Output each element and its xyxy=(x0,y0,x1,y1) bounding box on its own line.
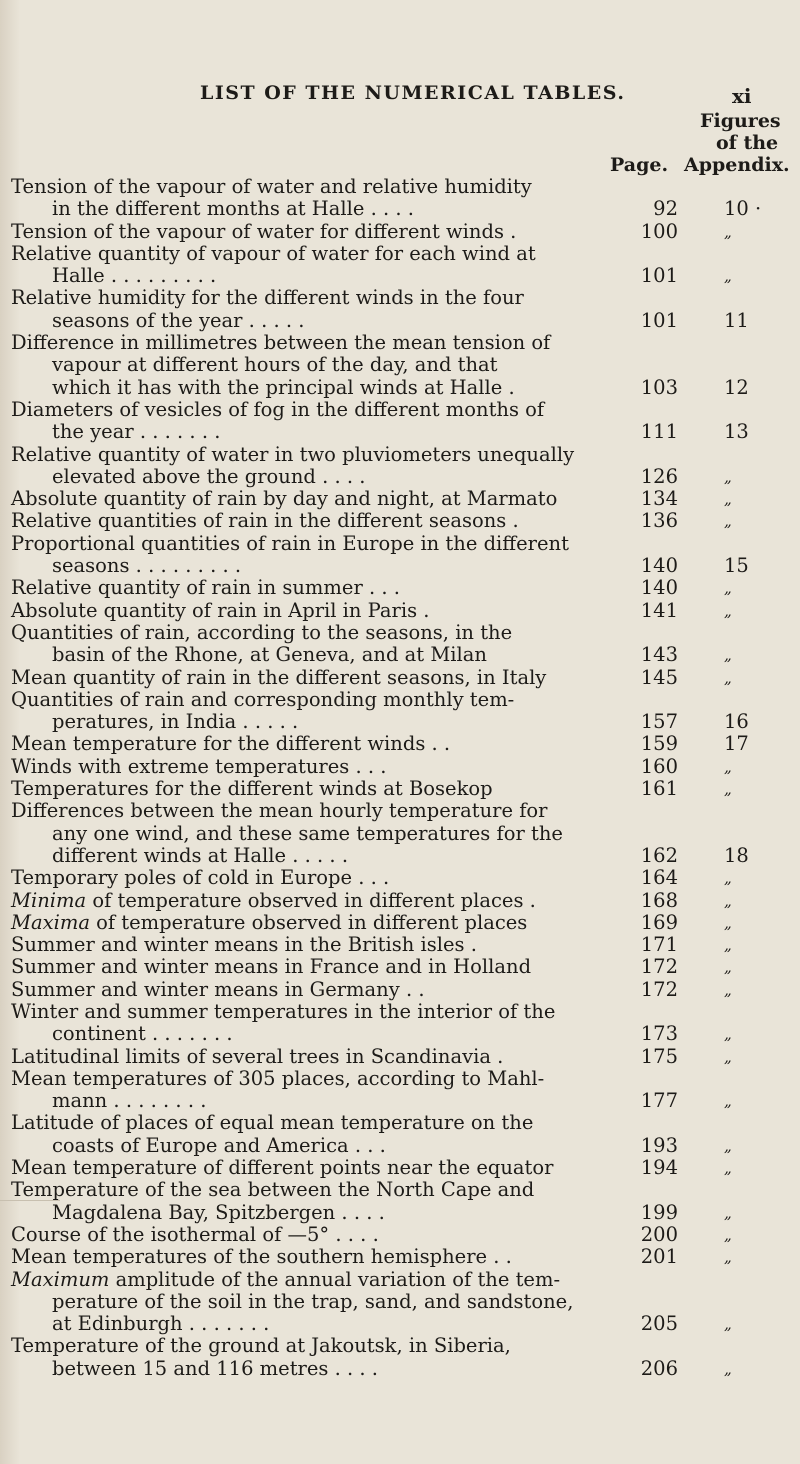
entry-page-number: 201 xyxy=(640,1245,678,1269)
entry-line xyxy=(0,533,800,555)
entry-line xyxy=(0,310,800,332)
entry-page-number: 101 xyxy=(640,264,678,288)
entry-text: Mean temperatures of 305 places, according to Mahl- xyxy=(11,1066,545,1090)
entry-text: Temporary poles of cold in Europe . . . xyxy=(11,866,390,890)
list-item xyxy=(0,867,800,889)
list-item xyxy=(0,1246,800,1268)
list-item xyxy=(0,800,800,867)
entry-line xyxy=(0,466,800,488)
entry-line xyxy=(0,689,800,711)
entry-line xyxy=(0,1202,800,1224)
entry-line xyxy=(0,1001,800,1023)
list-item xyxy=(0,956,800,978)
entry-text: Mean temperature for the different winds . . xyxy=(11,732,451,756)
entry-figure-number: „ xyxy=(724,1315,732,1334)
entry-figure-number: „ xyxy=(724,869,732,888)
entry-figure-number: „ xyxy=(724,891,732,910)
entry-text: Proportional quantities of rain in Europe in the different xyxy=(11,531,569,555)
entry-text: between 15 and 116 metres . . . . xyxy=(52,1356,379,1380)
entry-line xyxy=(0,555,800,577)
list-item xyxy=(0,1179,800,1224)
entry-text: any one wind, and these same temperatures for the xyxy=(52,821,563,845)
entry-text: in the different months at Halle . . . . xyxy=(52,197,414,221)
entry-line xyxy=(0,1046,800,1068)
entry-figure-number: „ xyxy=(724,1159,732,1178)
entry-line xyxy=(0,890,800,912)
entry-figure-number: „ xyxy=(724,579,732,598)
entry-page-number: 159 xyxy=(640,732,678,756)
list-item xyxy=(0,444,800,489)
entry-page-number: 136 xyxy=(640,509,678,533)
entry-text: Mean temperature of different points near the equator xyxy=(11,1156,554,1180)
entry-page-number: 92 xyxy=(653,197,678,221)
page-number: xi xyxy=(732,84,752,108)
list-item xyxy=(0,1335,800,1380)
entry-page-number: 101 xyxy=(640,308,678,332)
entry-text: Latitudinal limits of several trees in Scandinavia . xyxy=(11,1044,504,1068)
entry-text: peratures, in India . . . . . xyxy=(52,710,299,734)
list-item xyxy=(0,221,800,243)
entry-figure-number: „ xyxy=(724,780,732,799)
entry-line xyxy=(0,377,800,399)
entry-line xyxy=(0,399,800,421)
entry-line xyxy=(0,644,800,666)
entry-text: Minima of temperature observed in different places . xyxy=(11,888,536,912)
entry-figure-number: „ xyxy=(724,1025,732,1044)
entry-figure-number: „ xyxy=(724,1092,732,1111)
list-item xyxy=(0,600,800,622)
entry-line xyxy=(0,1313,800,1335)
list-item xyxy=(0,1112,800,1157)
list-item xyxy=(0,287,800,332)
entry-line xyxy=(0,934,800,956)
entry-line xyxy=(0,778,800,800)
entry-page-number: 168 xyxy=(640,888,678,912)
list-item xyxy=(0,1001,800,1046)
entry-text: Difference in millimetres between the mean tension of xyxy=(11,331,551,355)
entry-page-number: 162 xyxy=(640,843,678,867)
entry-line xyxy=(0,979,800,1001)
entry-page-number: 164 xyxy=(640,866,678,890)
list-item xyxy=(0,1157,800,1179)
entry-line xyxy=(0,823,800,845)
entry-text: Quantities of rain, according to the seasons, in the xyxy=(11,620,513,644)
list-item xyxy=(0,1269,800,1336)
entry-page-number: 161 xyxy=(640,777,678,801)
entry-page-number: 145 xyxy=(640,665,678,689)
list-item xyxy=(0,1224,800,1246)
entry-line xyxy=(0,1335,800,1357)
page-column-heading: Page. xyxy=(610,154,669,176)
entry-line xyxy=(0,912,800,934)
list-item xyxy=(0,510,800,532)
entry-figure-number: 11 xyxy=(724,308,749,332)
entry-text: Relative quantity of water in two pluviometers unequally xyxy=(11,442,575,466)
list-item xyxy=(0,912,800,934)
entry-text: perature of the soil in the trap, sand, and sandstone, xyxy=(52,1289,574,1313)
entry-text: Tension of the vapour of water and relative humidity xyxy=(11,175,532,198)
entry-page-number: 160 xyxy=(640,754,678,778)
entry-text: Halle . . . . . . . . . xyxy=(52,264,217,288)
entry-page-number: 157 xyxy=(640,710,678,734)
entry-figure-number: „ xyxy=(724,646,732,665)
entry-figure-number: „ xyxy=(724,1136,732,1155)
entry-figure-number: „ xyxy=(724,467,732,486)
entry-text: which it has with the principal winds at Halle . xyxy=(52,375,515,399)
entry-text: Relative quantity of vapour of water for each wind at xyxy=(11,241,536,265)
entry-text: Maxima of temperature observed in different places xyxy=(11,910,528,934)
entry-page-number: 140 xyxy=(640,576,678,600)
entry-text: Absolute quantity of rain in April in Paris . xyxy=(11,598,430,622)
entry-line xyxy=(0,622,800,644)
list-item xyxy=(0,243,800,288)
list-item xyxy=(0,488,800,510)
entry-text: different winds at Halle . . . . . xyxy=(52,843,349,867)
entry-figure-number: 10 · xyxy=(724,197,762,221)
entry-page-number: 177 xyxy=(640,1089,678,1113)
entry-text: Summer and winter means in Germany . . xyxy=(11,977,425,1001)
entry-line xyxy=(0,1068,800,1090)
entry-figure-number: „ xyxy=(724,1047,732,1066)
entry-line xyxy=(0,1112,800,1134)
figures-column-heading: Figures xyxy=(700,110,781,132)
entry-line xyxy=(0,1358,800,1380)
list-item xyxy=(0,778,800,800)
entry-page-number: 100 xyxy=(640,219,678,243)
entry-text: elevated above the ground . . . . xyxy=(52,464,366,488)
entry-text: Quantities of rain and corresponding monthly tem- xyxy=(11,687,515,711)
entry-page-number: 126 xyxy=(640,464,678,488)
entry-line xyxy=(0,733,800,755)
entry-text: mann . . . . . . . . xyxy=(52,1089,207,1113)
entry-figure-number: „ xyxy=(724,1359,732,1378)
entry-figure-number: „ xyxy=(724,1225,732,1244)
entry-page-number: 140 xyxy=(640,554,678,578)
entry-line xyxy=(0,577,800,599)
entry-line xyxy=(0,354,800,376)
list-item xyxy=(0,1068,800,1113)
entry-text: seasons of the year . . . . . xyxy=(52,308,305,332)
entry-page-number: 143 xyxy=(640,643,678,667)
entry-text: Temperature of the ground at Jakoutsk, in Siberia, xyxy=(11,1334,511,1358)
entry-line xyxy=(0,845,800,867)
entry-line xyxy=(0,756,800,778)
list-item xyxy=(0,399,800,444)
entry-line xyxy=(0,444,800,466)
entry-text: Mean quantity of rain in the different seasons, in Italy xyxy=(11,665,547,689)
entry-text: Diameters of vesicles of fog in the different months of xyxy=(11,397,545,421)
entry-text: Maximum amplitude of the annual variation of the tem- xyxy=(11,1267,561,1291)
entry-figure-number: „ xyxy=(724,601,732,620)
entry-text: Summer and winter means in the British isles . xyxy=(11,933,477,957)
entry-page-number: 172 xyxy=(640,977,678,1001)
entry-text: vapour at different hours of the day, and that xyxy=(52,353,498,377)
list-item xyxy=(0,756,800,778)
entry-text: seasons . . . . . . . . . xyxy=(52,554,242,578)
entry-text: Absolute quantity of rain by day and night, at Marmato xyxy=(11,487,558,511)
entry-line xyxy=(0,956,800,978)
page-header-title: LIST OF THE NUMERICAL TABLES. xyxy=(200,82,626,104)
entry-line xyxy=(0,1269,800,1291)
list-item xyxy=(0,577,800,599)
appendix-column-heading: Appendix. xyxy=(684,154,790,176)
entry-line xyxy=(0,1224,800,1246)
entry-line xyxy=(0,1090,800,1112)
entry-text: Course of the isothermal of —5° . . . . xyxy=(11,1222,379,1246)
entry-figure-number: „ xyxy=(724,913,732,932)
entry-line xyxy=(0,600,800,622)
entry-line xyxy=(0,510,800,532)
entry-line xyxy=(0,265,800,287)
list-item xyxy=(0,979,800,1001)
figures-column-heading-2: of the xyxy=(716,132,779,154)
entry-page-number: 173 xyxy=(640,1022,678,1046)
entry-page-number: 134 xyxy=(640,487,678,511)
list-item xyxy=(0,1046,800,1068)
entry-page-number: 199 xyxy=(640,1200,678,1224)
table-list xyxy=(0,176,800,1380)
entry-line xyxy=(0,711,800,733)
entry-page-number: 206 xyxy=(640,1356,678,1380)
entry-text: continent . . . . . . . xyxy=(52,1022,233,1046)
entry-page-number: 103 xyxy=(640,375,678,399)
entry-figure-number: „ xyxy=(724,1203,732,1222)
entry-text: Temperature of the sea between the North Cape and xyxy=(11,1178,535,1202)
entry-text: Differences between the mean hourly temperature for xyxy=(11,799,548,823)
list-item xyxy=(0,667,800,689)
entry-text: basin of the Rhone, at Geneva, and at Milan xyxy=(52,643,487,667)
entry-figure-number: „ xyxy=(724,757,732,776)
entry-figure-number: „ xyxy=(724,490,732,509)
entry-figure-number: „ xyxy=(724,936,732,955)
entry-line xyxy=(0,1179,800,1201)
entry-line xyxy=(0,1157,800,1179)
entry-line xyxy=(0,488,800,510)
entry-figure-number: „ xyxy=(724,980,732,999)
entry-text: Tension of the vapour of water for different winds . xyxy=(11,219,517,243)
list-item xyxy=(0,332,800,399)
entry-figure-number: „ xyxy=(724,512,732,531)
entry-figure-number: 12 xyxy=(724,375,749,399)
entry-line xyxy=(0,198,800,220)
list-item xyxy=(0,733,800,755)
entry-line xyxy=(0,800,800,822)
entry-line xyxy=(0,421,800,443)
entry-text: Mean temperatures of the southern hemisphere . . xyxy=(11,1245,512,1269)
entry-text: the year . . . . . . . xyxy=(52,420,221,444)
entry-text: Relative quantities of rain in the different seasons . xyxy=(11,509,519,533)
entry-figure-number: 16 xyxy=(724,710,749,734)
entry-figure-number: „ xyxy=(724,267,732,286)
entry-text: Summer and winter means in France and in Holland xyxy=(11,955,532,979)
entry-line xyxy=(0,1135,800,1157)
entry-page-number: 193 xyxy=(640,1133,678,1157)
entry-page-number: 175 xyxy=(640,1044,678,1068)
entry-figure-number: „ xyxy=(724,222,732,241)
entry-page-number: 171 xyxy=(640,933,678,957)
list-item xyxy=(0,689,800,734)
entry-text: Winter and summer temperatures in the interior of the xyxy=(11,999,556,1023)
entry-text: Latitude of places of equal mean temperature on the xyxy=(11,1111,534,1135)
entry-figure-number: „ xyxy=(724,1248,732,1267)
list-item xyxy=(0,176,800,221)
entry-line xyxy=(0,1291,800,1313)
entry-figure-number: „ xyxy=(724,958,732,977)
entry-line xyxy=(0,176,800,198)
entry-text: coasts of Europe and America . . . xyxy=(52,1133,386,1157)
entry-line xyxy=(0,332,800,354)
entry-page-number: 141 xyxy=(640,598,678,622)
entry-text: at Edinburgh . . . . . . . xyxy=(52,1312,270,1336)
entry-figure-number: 18 xyxy=(724,843,749,867)
entry-line xyxy=(0,221,800,243)
list-item xyxy=(0,622,800,667)
entry-figure-number: 17 xyxy=(724,732,749,756)
entry-line xyxy=(0,243,800,265)
list-item xyxy=(0,890,800,912)
entry-page-number: 194 xyxy=(640,1156,678,1180)
entry-text: Magdalena Bay, Spitzbergen . . . . xyxy=(52,1200,385,1224)
entry-text: Relative quantity of rain in summer . . . xyxy=(11,576,400,600)
list-item xyxy=(0,533,800,578)
entry-line xyxy=(0,1246,800,1268)
entry-figure-number: „ xyxy=(724,668,732,687)
entry-line xyxy=(0,667,800,689)
list-item xyxy=(0,934,800,956)
entry-line xyxy=(0,867,800,889)
entry-page-number: 111 xyxy=(640,420,678,444)
entry-text: Winds with extreme temperatures . . . xyxy=(11,754,387,778)
entry-page-number: 205 xyxy=(640,1312,678,1336)
entry-text: Temperatures for the different winds at Bosekop xyxy=(11,777,493,801)
entry-figure-number: 15 xyxy=(724,554,749,578)
entry-page-number: 200 xyxy=(640,1222,678,1246)
entry-text: Relative humidity for the different winds in the four xyxy=(11,286,524,310)
entry-line xyxy=(0,287,800,309)
entry-line xyxy=(0,1023,800,1045)
entry-page-number: 169 xyxy=(640,910,678,934)
entry-page-number: 172 xyxy=(640,955,678,979)
entry-figure-number: 13 xyxy=(724,420,749,444)
